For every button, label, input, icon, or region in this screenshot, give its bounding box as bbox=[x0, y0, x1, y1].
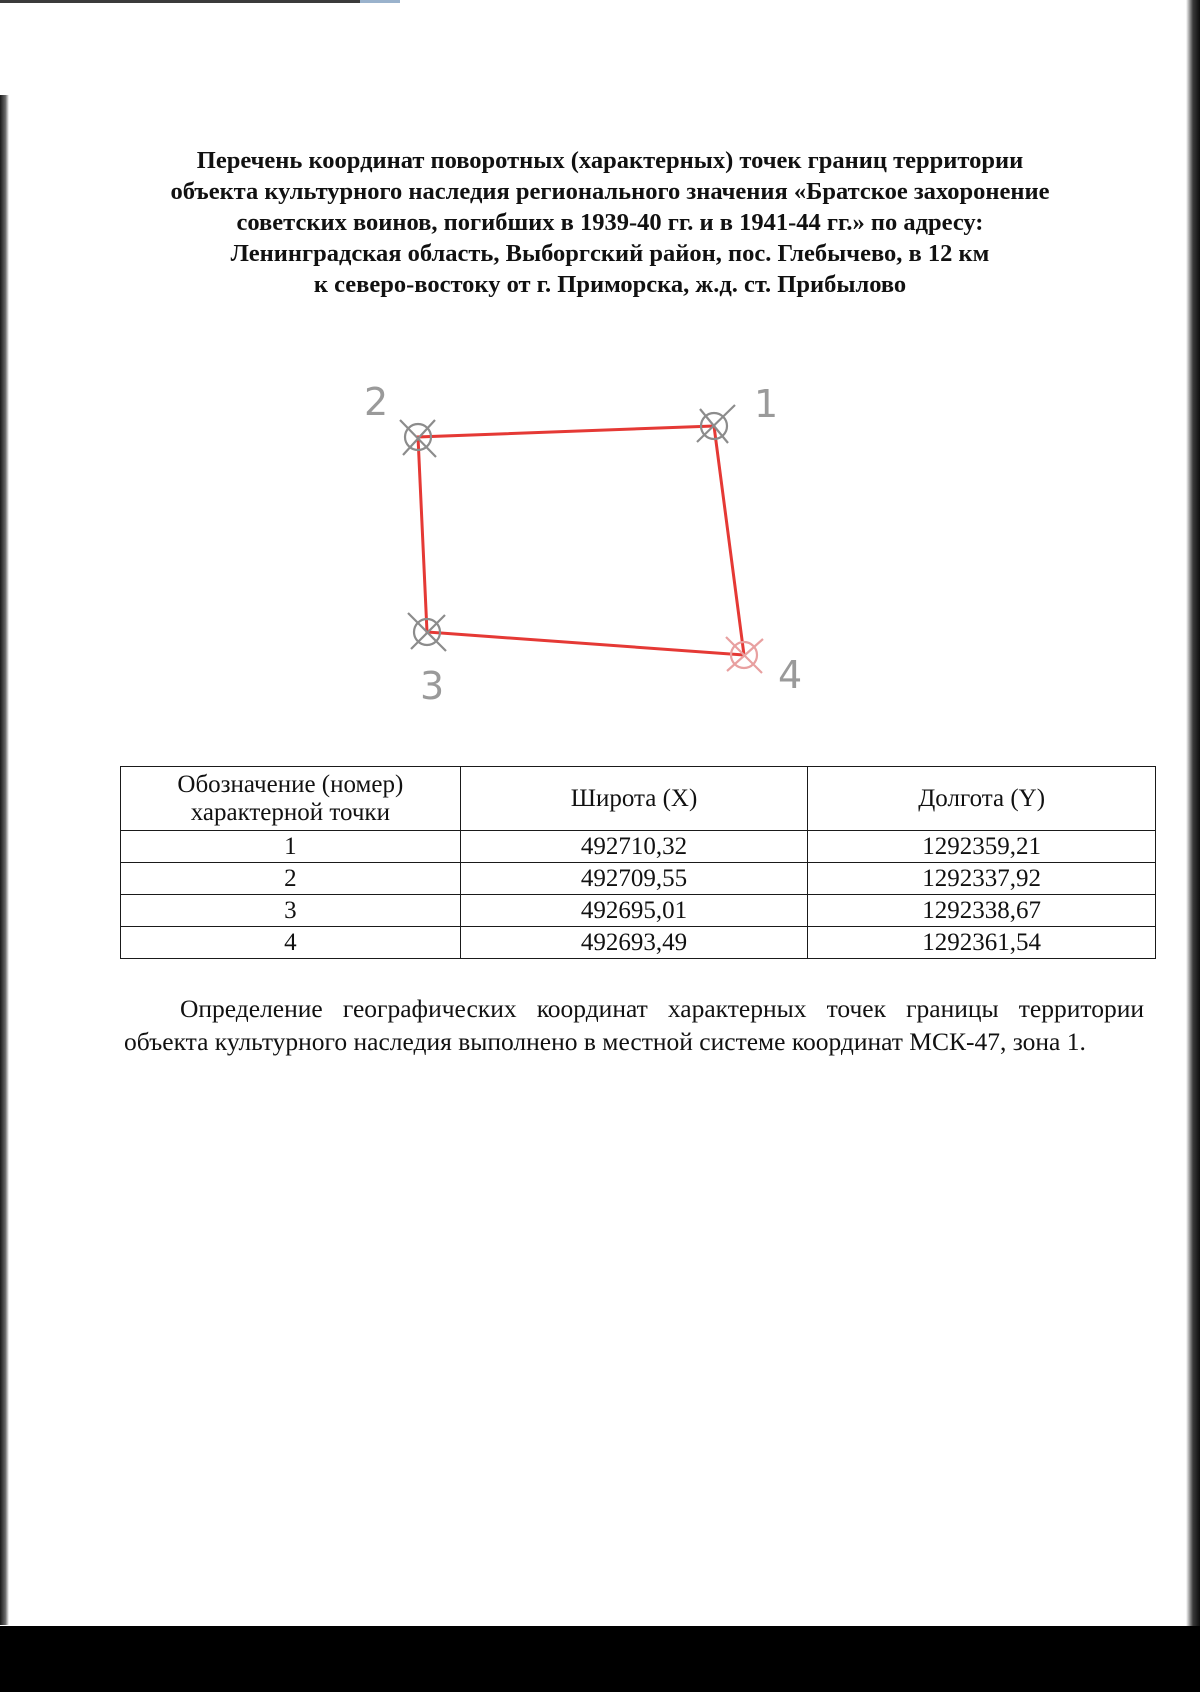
header-longitude: Долгота (Y) bbox=[808, 767, 1156, 831]
point-label-1: 1 bbox=[754, 382, 779, 426]
cell-point: 1 bbox=[121, 831, 461, 863]
coordinates-table bbox=[120, 766, 1156, 959]
boundary-plan-drawing bbox=[350, 365, 810, 705]
boundary-plan bbox=[350, 365, 810, 705]
table-row bbox=[121, 927, 1156, 959]
coordinate-system-note: Определение географических координат характерных точек границы территории объекта культурного наследия выполнено в местной системе координат МСК-47, зона 1. bbox=[124, 994, 1144, 1056]
cell-point: 2 bbox=[121, 863, 461, 895]
table-row bbox=[121, 895, 1156, 927]
table-header-row bbox=[121, 767, 1156, 831]
cell-x: 492695,01 bbox=[460, 895, 808, 927]
header-point-number-line-1: Обозначение (номер) bbox=[177, 770, 404, 798]
point-label-2: 2 bbox=[364, 380, 389, 424]
title-line-3: советских воинов, погибших в 1939-40 гг. и в 1941-44 гг.» по адресу: bbox=[236, 209, 984, 236]
cell-point: 4 bbox=[121, 927, 461, 959]
title-line-2: объекта культурного наследия регионального значения «Братское захоронение bbox=[170, 178, 1050, 205]
title-line-4: Ленинградская область, Выборгский район, пос. Глебычево, в 12 км bbox=[230, 240, 990, 267]
scan-edge-top bbox=[0, 0, 360, 3]
scan-edge-right bbox=[1186, 0, 1200, 1692]
boundary-point-4-marker bbox=[726, 637, 763, 673]
cell-y: 1292338,67 bbox=[808, 895, 1156, 927]
title-line-5: к северо-востоку от г. Приморска, ж.д. ст. Прибылово bbox=[313, 271, 907, 298]
header-latitude: Широта (X) bbox=[460, 767, 808, 831]
cell-x: 492693,49 bbox=[460, 927, 808, 959]
cell-y: 1292337,92 bbox=[808, 863, 1156, 895]
header-point-number bbox=[121, 767, 461, 831]
scan-edge-top-tint bbox=[360, 0, 400, 3]
cell-x: 492709,55 bbox=[460, 863, 808, 895]
boundary-point-3-marker bbox=[408, 613, 446, 651]
point-label-4: 4 bbox=[778, 653, 803, 697]
cell-x: 492710,32 bbox=[460, 831, 808, 863]
table-row bbox=[121, 863, 1156, 895]
cell-y: 1292361,54 bbox=[808, 927, 1156, 959]
table-row bbox=[121, 831, 1156, 863]
point-label-3: 3 bbox=[420, 664, 445, 705]
cell-y: 1292359,21 bbox=[808, 831, 1156, 863]
cell-point: 3 bbox=[121, 895, 461, 927]
scan-edge-left bbox=[0, 95, 9, 1625]
document-title bbox=[110, 145, 1110, 300]
boundary-polygon bbox=[418, 426, 744, 655]
header-point-number-line-2: характерной точки bbox=[190, 798, 390, 826]
scan-bottom-bar bbox=[0, 1626, 1200, 1692]
title-line-1: Перечень координат поворотных (характерных) точек границ территории bbox=[196, 147, 1024, 174]
